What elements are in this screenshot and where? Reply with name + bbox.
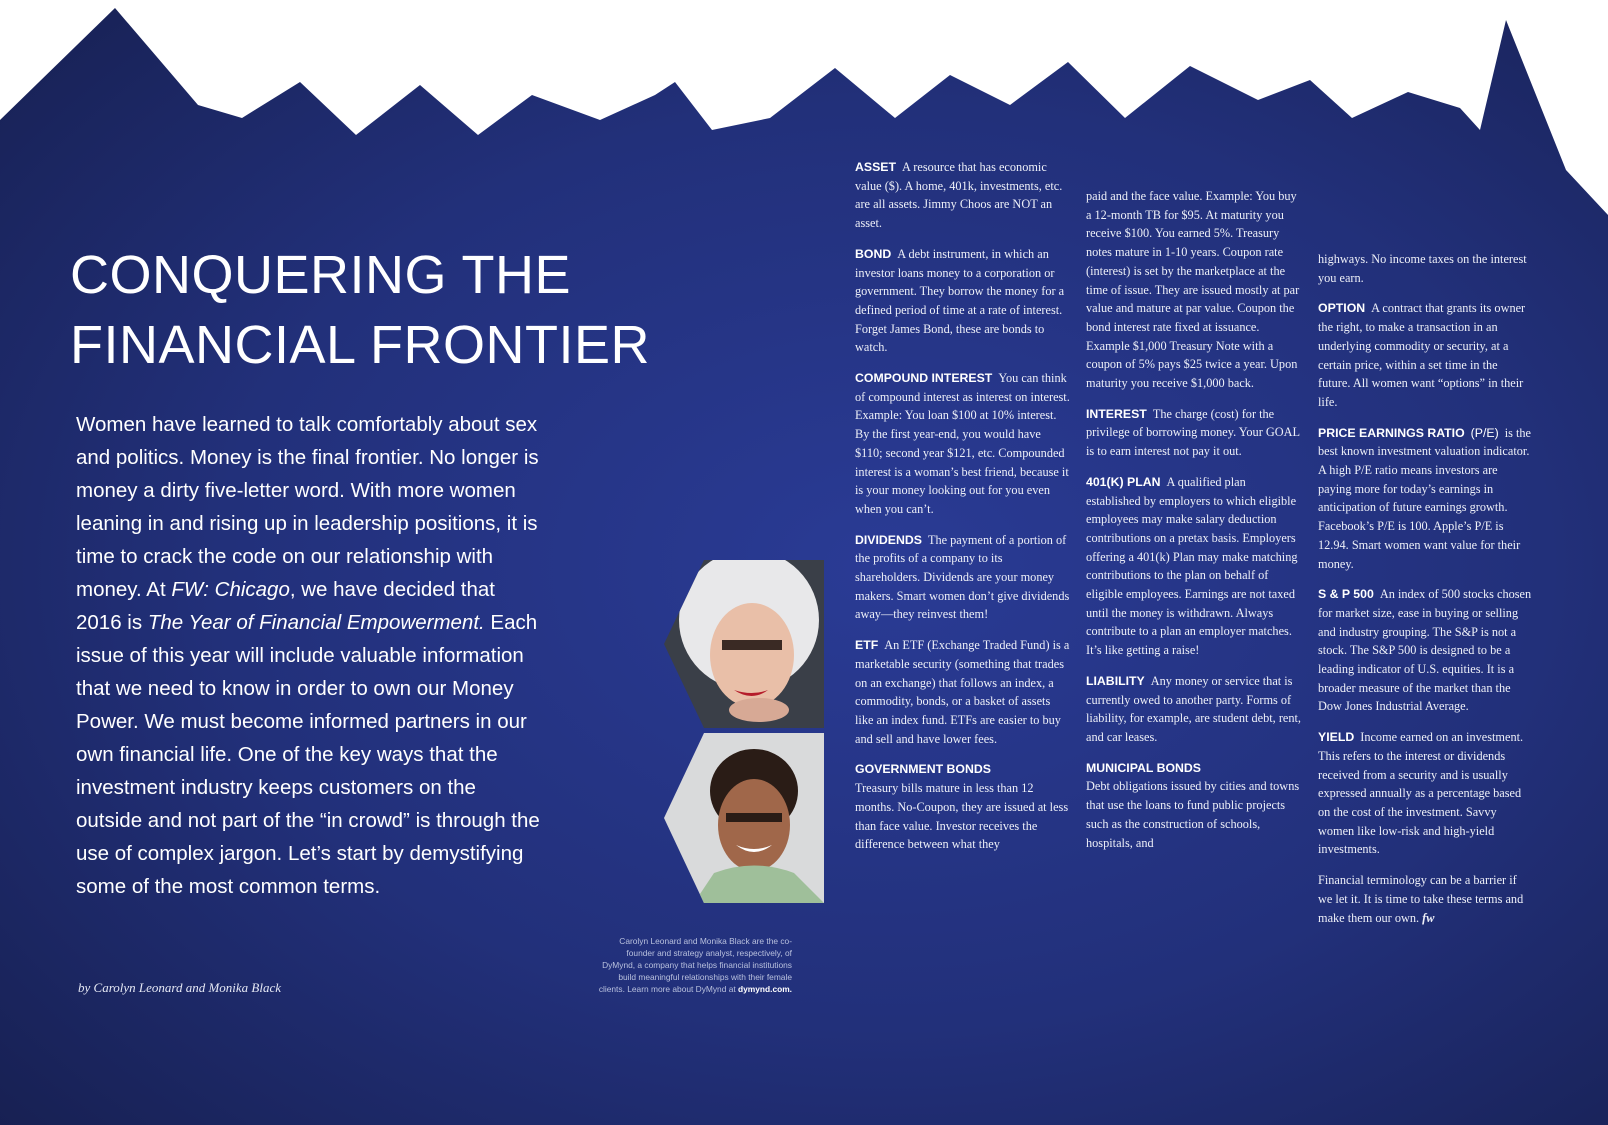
glossary-column-3	[1318, 250, 1533, 939]
end-mark: fw	[1422, 910, 1435, 925]
glossary-term: INTEREST	[1086, 406, 1147, 421]
glossary-term: PRICE EARNINGS RATIO	[1318, 425, 1465, 440]
glossary-term: YIELD	[1318, 730, 1355, 745]
glossary-term: ETF	[855, 638, 879, 653]
glossary-definition: The charge (cost) for the privilege of borrowing money. Your GOAL is to earn interest not pay it out.	[1086, 406, 1300, 459]
glossary-entry-compound-interest	[855, 369, 1070, 519]
glossary-definition: is the best known investment valuation indicator. A high P/E ratio means investors are paying more for today’s earnings in anticipation of future earnings growth. Facebook’s P/E is 100. Apple’s P/E is 12.94. Smart women want value for their money.	[1318, 425, 1531, 571]
glossary-entry-option	[1318, 299, 1533, 411]
carolyn-leonard-photo	[664, 560, 824, 728]
government-bonds-continued: paid and the face value. Example: You buy a 12-month TB for $95. At maturity you receive $100. You earned 5%. Treasury notes mature in 1-10 years. Coupon rate (interest) is set by the marketplace at the time of issue. They are issued mostly at par value and mature at par value. Coupon the bond interest rate fixed at issuance. Example $1,000 Treasury Note with a coupon of 5% pays $25 twice a year. Upon maturity you receive $1,000 back.	[1086, 189, 1300, 391]
intro-paragraph-3: Each issue of this year will include valuable information that we need to know in order to own our Money Power. We must become informed partners in our own financial life. One of the key ways that the investment industry keeps customers on the outside and not part of the “in crowd” is through the use of complex jargon. Let’s start by demystifying some of the most common terms.	[76, 611, 540, 898]
glossary-term: COMPOUND INTEREST	[855, 371, 993, 386]
glossary-definition: A debt instrument, in which an investor loans money to a corporation or government. They borrow the money for a defined period of time at a rate of interest. Forget James Bond, these are bonds to watch.	[855, 246, 1065, 355]
intro-p2-start: At	[146, 578, 172, 601]
article-title	[70, 240, 710, 380]
glossary-definition: Income earned on an investment. This refers to the interest or dividends received from a security and is usually expressed annually as a percentage based on the cost of the investment. Savvy women like low-risk and high-yield investments.	[1318, 730, 1524, 857]
publication-name: FW: Chicago	[171, 578, 290, 601]
glossary-entry-government-bonds	[855, 760, 1070, 854]
glossary-definition: A resource that has economic value ($). A home, 401k, investments, etc. are all assets. Jimmy Choos are NOT an asset.	[855, 160, 1063, 231]
byline: by Carolyn Leonard and Monika Black	[78, 980, 282, 995]
glossary-entry-s-and-p-500	[1318, 585, 1533, 716]
glossary-entry-liability	[1086, 672, 1301, 747]
glossary-entry-asset	[855, 158, 1070, 233]
glossary-entry-etf	[855, 636, 1070, 748]
closing-text: Financial terminology can be a barrier if we let it. It is time to take these terms and make them our own.	[1318, 873, 1524, 925]
monika-black-photo	[664, 733, 824, 903]
glossary-definition: Any money or service that is currently owed to another party. Forms of liability, for example, are student debt, rent, and car leases.	[1086, 673, 1302, 744]
glossary-entry-municipal-bonds	[1086, 759, 1301, 853]
website-link[interactable]: dymynd.com.	[738, 984, 792, 994]
glossary-entry-bond	[855, 245, 1070, 357]
glossary-term: S & P 500	[1318, 587, 1374, 602]
year-theme: The Year of Financial Empowerment.	[147, 611, 485, 634]
intro-p2-middle: , we have decided that 2016 is	[76, 578, 495, 634]
glossary-term: 401(K) PLAN	[1086, 474, 1161, 489]
glossary-term: GOVERNMENT BONDS	[855, 762, 991, 777]
title-line-1: CONQUERING THE	[70, 245, 572, 305]
glossary-entry-401k-plan	[1086, 473, 1301, 660]
glossary-term: MUNICIPAL BONDS	[1086, 760, 1202, 775]
glossary-definition: An ETF (Exchange Traded Fund) is a marketable security (something that trades on an exchange) that follows an index, a commodity, bonds, or a basket of assets like an index fund. ETFs are easier to buy and sell and have lower fees.	[855, 638, 1070, 746]
closing-paragraph	[1318, 871, 1533, 927]
glossary-entry-dividends	[855, 531, 1070, 625]
municipal-bonds-continued: highways. No income taxes on the interest you earn.	[1318, 252, 1527, 285]
intro-text	[76, 408, 546, 903]
glossary-definition: Treasury bills mature in less than 12 months. No-Coupon, they are issued at less than face value. Investor receives the difference between what they	[855, 781, 1069, 852]
glossary-definition: The payment of a portion of the profits of a company to its shareholders. Dividends are your money makers. Smart women don’t give dividends away—they reinvest them!	[855, 532, 1070, 622]
glossary-definition: A contract that grants its owner the right, to make a transaction in an underlying commodity or security, at a certain price, within a set time in the future. All women want “options” in their life.	[1318, 301, 1526, 409]
caption-text: Carolyn Leonard and Monika Black are the co-founder and strategy analyst, respectively, of DyMynd, a company that helps financial institutions build meaningful relationships with their female clients. Learn more about DyMynd at	[598, 936, 792, 994]
glossary-term: OPTION	[1318, 301, 1366, 316]
glossary-definition: A qualified plan established by employers to which eligible employees may make salary deduction contributions on a pretax basis. Employers offering a 401(k) Plan may make matching contributions to the plan on behalf of eligible employees. Earnings are not taxed until the money is withdrawn. Always contribute to a plan an employer matches. It’s like getting a raise!	[1086, 474, 1298, 658]
glossary-term: LIABILITY	[1086, 673, 1145, 688]
photo-caption	[592, 935, 792, 995]
glossary-term-suffix: (P/E)	[1470, 425, 1499, 440]
intro-paragraph-1: Women have learned to talk comfortably about sex and politics. Money is the final frontier. No longer is money a dirty five-letter word. With more women leaning in and rising up in leadership positions, it is time to crack the code on our relationship with money.	[76, 413, 539, 601]
glossary-entry-interest	[1086, 405, 1301, 461]
glossary-entry-yield	[1318, 728, 1533, 859]
glossary-column-1	[855, 158, 1070, 866]
glossary-definition: You can think of compound interest as interest on interest. Example: You loan $100 at 10% interest. By the first year-end, you would have $110; second year $121, etc. Compounded interest is a woman’s best friend, because it is your money looking out for you even when you can’t.	[855, 371, 1070, 516]
glossary-term: DIVIDENDS	[855, 532, 922, 547]
glossary-column-2	[1086, 187, 1301, 864]
glossary-definition: An index of 500 stocks chosen for market size, ease in buying or selling and industry grouping. The S&P is not a stock. The S&P 500 is designed to be a leading indicator of U.S. equities. It is a broader measure of the market than the Dow Jones Industrial Average.	[1318, 587, 1532, 714]
glossary-entry-price-earnings-ratio	[1318, 424, 1533, 574]
glossary-term: BOND	[855, 246, 892, 261]
glossary-term: ASSET	[855, 160, 896, 174]
title-line-2: FINANCIAL FRONTIER	[70, 315, 651, 375]
glossary-definition: Debt obligations issued by cities and towns that use the loans to fund public projects such as the construction of schools, hospitals, and	[1086, 779, 1300, 850]
